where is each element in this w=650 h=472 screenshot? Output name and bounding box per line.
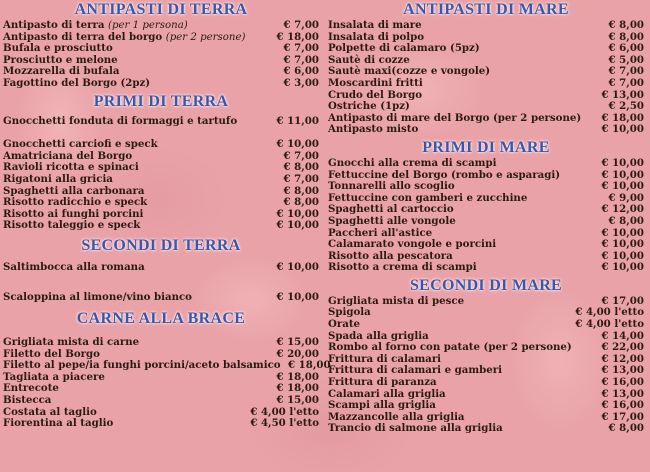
section-title-secondi-terra: SECONDI DI TERRA xyxy=(81,236,241,254)
item-name: Fagottino del Borgo (2pz) xyxy=(3,76,151,89)
item-price: € 8,00 xyxy=(608,30,644,43)
item-price: € 4,00 l'etto xyxy=(575,318,644,331)
menu-item xyxy=(328,262,644,274)
menu-item xyxy=(328,158,644,170)
item-name: Bufala e prosciutto xyxy=(3,42,113,55)
menu-item xyxy=(3,337,319,349)
item-price: € 14,00 xyxy=(601,329,644,342)
section-title-antipasti-mare: ANTIPASTI DI MARE xyxy=(403,1,569,18)
item-note: (per 1 persona) xyxy=(108,20,188,31)
item-price: € 10,00 xyxy=(276,290,319,303)
item-name: Calamari alla griglia xyxy=(328,387,446,400)
item-price: € 7,00 xyxy=(283,172,319,185)
item-price: € 10,00 xyxy=(276,138,319,151)
item-name: Sautè di cozze xyxy=(328,53,410,66)
menu-item xyxy=(3,395,319,407)
menu-column-left xyxy=(3,0,331,430)
item-price: € 17,00 xyxy=(601,410,644,423)
item-price: € 11,00 xyxy=(276,114,319,127)
menu-item xyxy=(3,197,319,209)
section-title-carne-brace: CARNE ALLA BRACE xyxy=(76,310,246,328)
item-name: Spigola xyxy=(328,306,371,319)
item-name: Frittura di calamari xyxy=(328,352,442,365)
menu-item xyxy=(328,239,644,251)
item-price: € 15,00 xyxy=(276,336,319,349)
item-price: € 4,50 l'etto xyxy=(250,417,319,430)
item-price: € 10,00 xyxy=(601,180,644,193)
section-title-secondi-mare: SECONDI DI MARE xyxy=(409,276,563,294)
menu-item xyxy=(328,423,644,435)
item-name: Amatriciana del Borgo xyxy=(3,149,133,162)
menu-item xyxy=(328,377,644,389)
item-price: € 10,00 xyxy=(601,168,644,181)
item-price: € 10,00 xyxy=(601,261,644,274)
item-name: Moscardini fritti xyxy=(328,76,423,89)
item-price: € 13,00 xyxy=(601,387,644,400)
menu-item xyxy=(328,319,644,331)
item-name: Mazzancolle alla griglia xyxy=(328,410,465,423)
menu-item xyxy=(3,262,319,274)
item-name: Risotto a crema di scampi xyxy=(328,261,477,274)
item-price: € 8,00 xyxy=(608,19,644,31)
item-name: Gnocchetti fonduta di formaggi e tartufo xyxy=(3,114,238,127)
item-price: € 20,00 xyxy=(276,347,319,360)
item-name: Grigliata mista di carne xyxy=(3,336,140,349)
item-name: Calamarato vongole e porcini xyxy=(328,238,497,251)
item-price: € 5,00 xyxy=(608,53,644,66)
item-name: Crudo del Borgo xyxy=(328,88,423,101)
item-name: Rombo al forno con patate (per 2 persone) xyxy=(328,341,572,354)
item-price: € 13,00 xyxy=(601,364,644,377)
item-price: € 7,00 xyxy=(283,149,319,162)
item-price: € 10,00 xyxy=(276,207,319,220)
item-name: Gnocchi alla crema di scampi xyxy=(328,156,497,169)
item-name: Scaloppina al limone/vino bianco xyxy=(3,290,192,303)
item-price: € 4,00 l'etto xyxy=(250,405,319,418)
menu-item xyxy=(328,20,644,32)
item-price: € 15,00 xyxy=(276,394,319,407)
item-price: € 13,00 xyxy=(601,88,644,101)
item-name: Spaghetti alla carbonara xyxy=(3,184,145,197)
item-price: € 8,00 xyxy=(608,422,644,435)
item-price: € 6,00 xyxy=(283,65,319,78)
item-name: Fiorentina al taglio xyxy=(3,417,114,430)
item-name: Costata al taglio xyxy=(3,405,97,418)
item-price: € 18,00 xyxy=(288,359,331,372)
item-price: € 4,00 l'etto xyxy=(575,306,644,319)
item-price: € 10,00 xyxy=(276,260,319,273)
menu-item xyxy=(3,292,319,304)
item-price: € 8,00 xyxy=(283,184,319,197)
item-price: € 10,00 xyxy=(601,156,644,169)
item-price: € 10,00 xyxy=(601,238,644,251)
menu-item xyxy=(3,220,319,232)
item-name: Antipasto di terra xyxy=(3,19,105,31)
item-name: Filetto del Borgo xyxy=(3,347,100,360)
menu-item xyxy=(328,78,644,90)
item-price: € 16,00 xyxy=(601,399,644,412)
item-name: Orate xyxy=(328,318,361,331)
item-name: Risotto taleggio e speck xyxy=(3,219,141,232)
item-name: Antipasto misto xyxy=(328,123,419,136)
item-name: Sautè maxi(cozze e vongole) xyxy=(328,65,491,78)
item-price: € 8,00 xyxy=(283,161,319,174)
item-price: € 18,00 xyxy=(276,370,319,383)
menu-item xyxy=(328,101,644,113)
menu-item xyxy=(328,124,644,136)
item-name: Rigatoni alla gricia xyxy=(3,172,113,185)
item-price: € 7,00 xyxy=(283,53,319,66)
item-name: Ostriche (1pz) xyxy=(328,100,410,113)
item-price: € 6,00 xyxy=(608,42,644,55)
item-price: € 7,00 xyxy=(608,65,644,78)
section-title-antipasti-terra: ANTIPASTI DI TERRA xyxy=(74,1,248,18)
item-name: Tonnarelli allo scoglio xyxy=(328,180,455,193)
menu-item xyxy=(3,78,319,90)
item-price: € 8,00 xyxy=(608,214,644,227)
item-name: Risotto radicchio e speck xyxy=(3,196,148,209)
item-name: Saltimbocca alla romana xyxy=(3,260,145,273)
item-name: Antipasto di mare del Borgo (per 2 persone) xyxy=(328,111,582,124)
item-name: Frittura di calamari e gamberi xyxy=(328,364,502,377)
item-name: Antipasto di terra del borgo xyxy=(3,30,163,43)
menu-item xyxy=(328,216,644,228)
item-name: Fettuccine del Borgo (rombo e asparagi) xyxy=(328,168,561,181)
menu-item xyxy=(3,139,319,151)
item-name: Entrecote xyxy=(3,382,59,395)
item-name: Gnocchetti carciofi e speck xyxy=(3,138,158,151)
item-price: € 22,00 xyxy=(601,341,644,354)
item-name: Frittura di paranza xyxy=(328,376,437,389)
item-name: Paccheri all'astice xyxy=(328,226,433,239)
menu-item xyxy=(328,181,644,193)
section-title-primi-mare: PRIMI DI MARE xyxy=(422,138,550,156)
item-name: Insalata di mare xyxy=(328,19,422,31)
item-note: (per 2 persone) xyxy=(165,31,246,43)
menu-item xyxy=(3,174,319,186)
section-title-primi-terra: PRIMI DI TERRA xyxy=(93,92,229,110)
item-price: € 12,00 xyxy=(601,352,644,365)
item-name: Tagliata a piacere xyxy=(3,370,105,383)
item-price: € 17,00 xyxy=(601,294,644,307)
item-price: € 10,00 xyxy=(276,219,319,232)
item-name: Spada alla griglia xyxy=(328,329,429,342)
item-price: € 7,00 xyxy=(283,19,319,31)
menu-item xyxy=(3,418,319,430)
item-name: Insalata di polpo xyxy=(328,30,425,43)
item-price: € 3,00 xyxy=(283,76,319,89)
item-name: Spaghetti alle vongole xyxy=(328,214,456,227)
item-price: € 10,00 xyxy=(601,123,644,136)
item-price: € 7,00 xyxy=(283,42,319,55)
item-price: € 12,00 xyxy=(601,203,644,216)
item-name: Grigliata mista di pesce xyxy=(328,294,465,307)
item-name: Prosciutto e melone xyxy=(3,53,118,66)
item-price: € 10,00 xyxy=(601,226,644,239)
item-price: € 7,00 xyxy=(608,76,644,89)
item-name: Spaghetti al cartoccio xyxy=(328,203,454,216)
item-name: Scampi alla griglia xyxy=(328,399,436,412)
item-name: Trancio di salmone alla griglia xyxy=(328,422,503,435)
item-name: Bistecca xyxy=(3,394,52,407)
item-name: Risotto ai funghi porcini xyxy=(3,207,144,220)
menu-item xyxy=(3,116,319,128)
item-price: € 18,00 xyxy=(276,30,319,43)
item-name: Risotto alla pescatora xyxy=(328,249,453,262)
item-price: € 18,00 xyxy=(601,111,644,124)
item-name: Fettuccine con gamberi e zucchine xyxy=(328,191,528,204)
item-name: Ravioli ricotta e spinaci xyxy=(3,161,139,174)
item-price: € 18,00 xyxy=(276,382,319,395)
menu-column-right xyxy=(328,0,644,435)
item-price: € 10,00 xyxy=(601,249,644,262)
item-price: € 9,00 xyxy=(608,191,644,204)
item-price: € 2,50 xyxy=(608,100,644,113)
item-name: Filetto al pepe/ia funghi porcini/aceto balsamico xyxy=(3,359,281,372)
item-name: Polpette di calamaro (5pz) xyxy=(328,42,480,55)
item-name: Mozzarella di bufala xyxy=(3,65,120,78)
item-price: € 8,00 xyxy=(283,196,319,209)
item-price: € 16,00 xyxy=(601,376,644,389)
